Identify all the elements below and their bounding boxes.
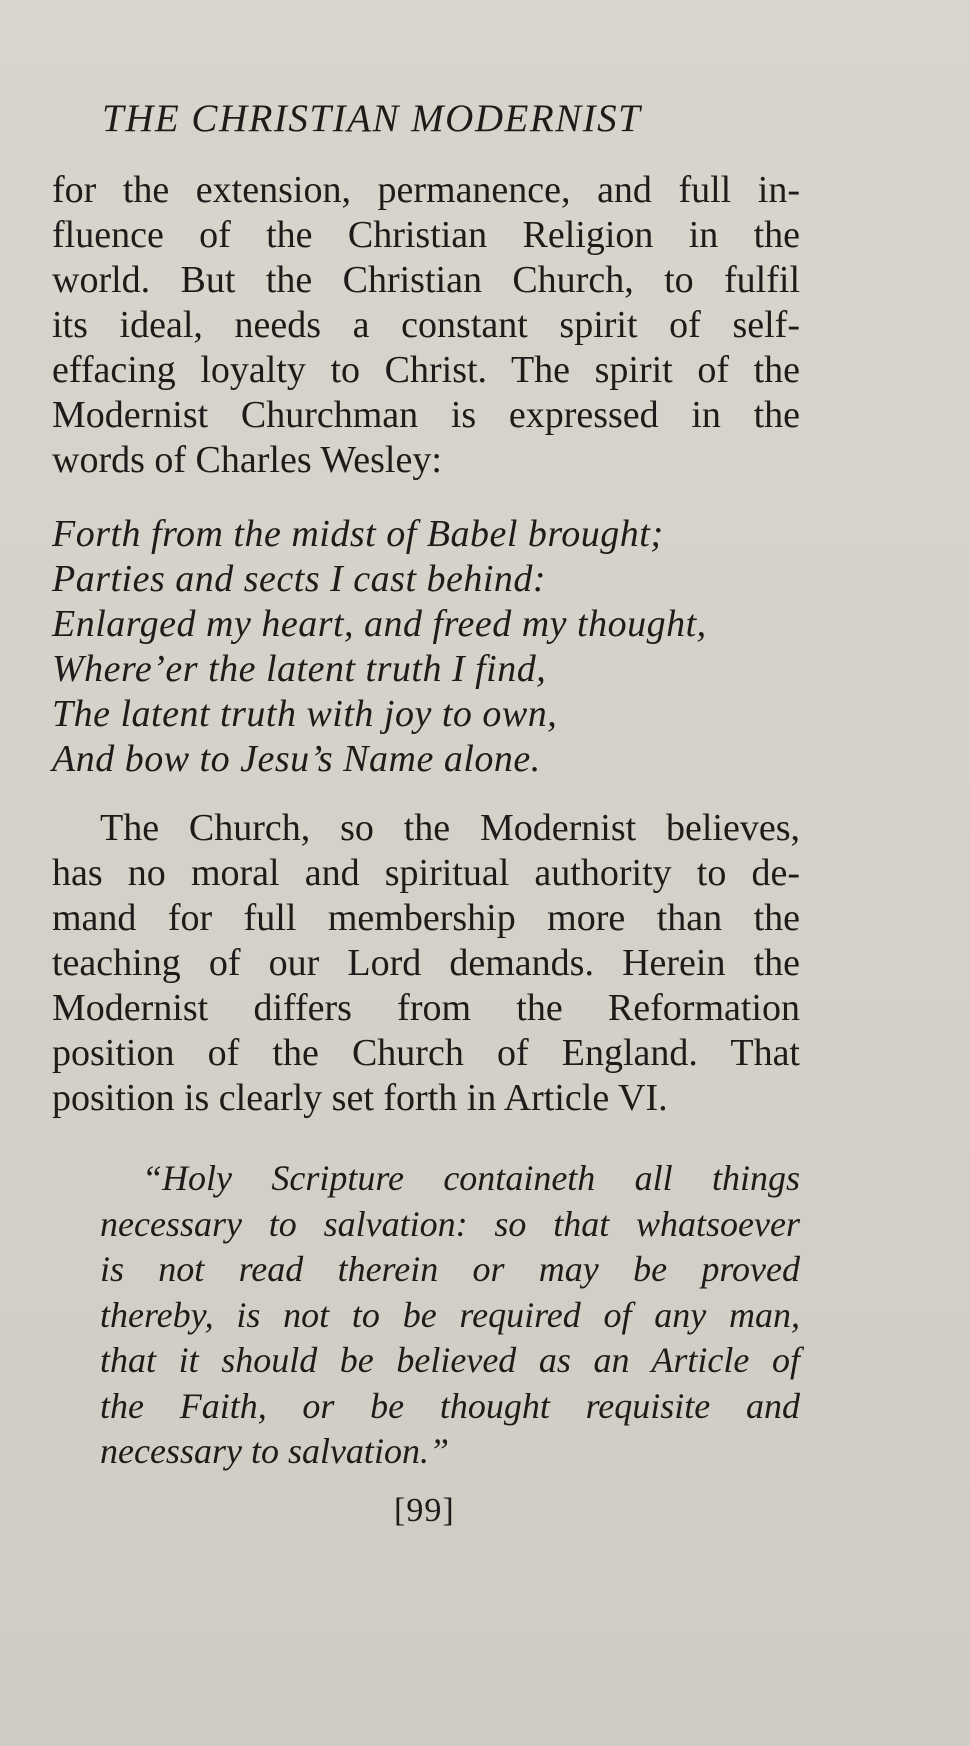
text-line: effacing loyalty to Christ. The spirit of the [52,349,800,391]
quote-line: is not read therein or may be proved [100,1249,800,1289]
text-line: position of the Church of England. That [52,1032,800,1074]
article-quotation [100,1156,800,1475]
text-line: mand for full membership more than the [52,897,800,939]
text-line: teaching of our Lord demands. Herein the [52,942,800,984]
text-line: for the extension, permanence, and full in- [52,169,800,211]
verse-line: Forth from the midst of Babel brought; [52,513,664,555]
verse-line: And bow to Jesu’s Name alone. [52,738,541,780]
text-line: words of Charles Wesley: [52,439,442,481]
text-line: its ideal, needs a constant spirit of self- [52,304,800,346]
verse-line: Where’er the latent truth I find, [52,648,547,690]
quote-line: necessary to salvation.” [100,1431,449,1471]
quote-line: necessary to salvation: so that whatsoever [100,1203,800,1244]
text-line: position is clearly set forth in Article VI. [52,1077,668,1119]
hymn-verse [52,512,800,782]
quote-line: the Faith, or be thought requisite and [100,1385,800,1426]
quote-line: “Holy Scripture containeth all things [142,1158,800,1198]
text-line: fluence of the Christian Religion in the [52,214,800,256]
text-line: The Church, so the Modernist believes, [100,807,800,849]
verse-line: The latent truth with joy to own, [52,693,558,735]
verse-line: Enlarged my heart, and freed my thought, [52,603,707,645]
page-number: [99] [394,1492,455,1529]
text-line: Modernist differs from the Reformation [52,987,800,1029]
paragraph-1 [52,168,800,483]
text-line: Modernist Churchman is expressed in the [52,394,800,436]
quote-line: that it should be believed as an Article of [100,1340,800,1380]
verse-line: Parties and sects I cast behind: [52,558,547,600]
running-head: THE CHRISTIAN MODERNIST [102,97,642,140]
paragraph-2 [52,806,800,1121]
text-line: has no moral and spiritual authority to de- [52,852,800,894]
text-line: world. But the Christian Church, to fulfil [52,259,800,301]
quote-line: thereby, is not to be required of any man, [100,1294,800,1335]
